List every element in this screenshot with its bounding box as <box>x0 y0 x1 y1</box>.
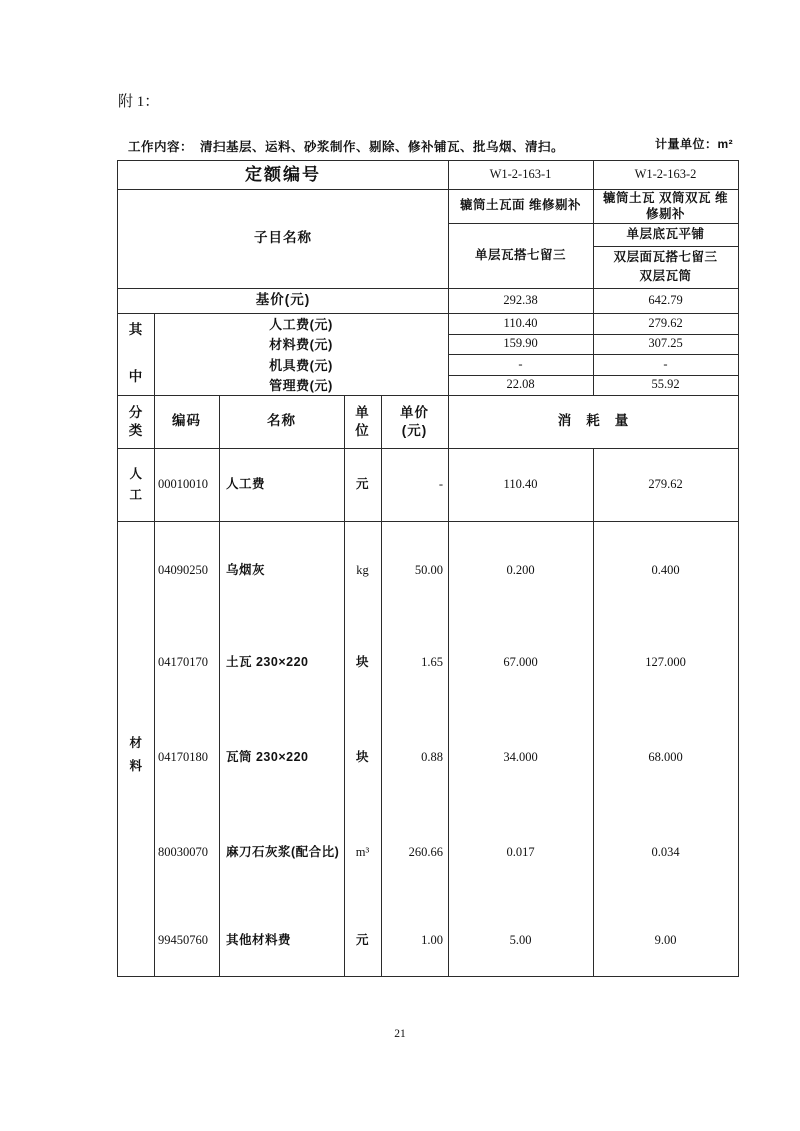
category-labor-char2: 工 <box>129 487 143 502</box>
material-consumption-1: 67.000 <box>503 655 538 670</box>
material-consumption-1: 0.200 <box>506 563 535 578</box>
fee-value: 22.08 <box>506 377 535 392</box>
fee-value: - <box>518 356 523 371</box>
grid-line <box>118 521 738 522</box>
measure-unit-value: m² <box>717 137 734 151</box>
labor-price: - <box>438 476 443 491</box>
material-consumption-2: 0.400 <box>651 563 680 578</box>
material-code: 80030070 <box>158 845 208 860</box>
material-consumption-2: 9.00 <box>654 933 677 948</box>
material-name: 其他材料费 <box>226 933 292 948</box>
fee-value: 55.92 <box>651 377 680 392</box>
fee-value: - <box>663 356 668 371</box>
base-price-label: 基价(元) <box>255 292 311 308</box>
attachment-label: 附 1： <box>118 94 160 110</box>
among-char-top: 其 <box>128 322 144 337</box>
quota-number-header: 定额编号 <box>245 165 321 185</box>
material-consumption-2: 127.000 <box>645 655 686 670</box>
material-code: 04090250 <box>158 563 208 578</box>
measure-unit-label <box>655 135 733 152</box>
material-price: 260.66 <box>408 845 443 860</box>
material-code: 04170170 <box>158 655 208 670</box>
header-category-char1: 分 <box>128 404 144 420</box>
fee-label-material: 材料费(元) <box>269 337 333 353</box>
fee-label-labor: 人工费(元) <box>269 316 333 332</box>
labor-unit: 元 <box>355 476 369 491</box>
fee-labels <box>154 313 448 395</box>
header-code: 编码 <box>172 413 201 429</box>
material-price: 1.65 <box>421 655 443 670</box>
material-price: 1.00 <box>421 933 443 948</box>
header-category-char2: 类 <box>128 422 144 438</box>
material-consumption-1: 34.000 <box>503 750 538 765</box>
header-consumption: 消耗量 <box>557 413 644 429</box>
material-name: 乌烟灰 <box>226 563 266 578</box>
base-price-1: 292.38 <box>503 292 538 307</box>
header-unit-char1: 单 <box>355 404 370 420</box>
category-material-char2: 料 <box>129 758 143 773</box>
labor-consumption-1: 110.40 <box>503 476 538 491</box>
material-price: 0.88 <box>421 750 443 765</box>
header-unit-price-line1: 单价 <box>400 404 429 420</box>
base-price-2: 642.79 <box>648 292 683 307</box>
among-char-bottom: 中 <box>128 369 144 385</box>
item-name-2-bottom-line1: 双层面瓦搭七留三 <box>613 250 718 264</box>
fee-value: 110.40 <box>503 315 538 330</box>
material-unit: 元 <box>355 933 369 948</box>
material-unit: m³ <box>355 845 370 860</box>
category-material <box>118 521 154 976</box>
work-content-label: 工作内容： <box>128 140 194 154</box>
item-name-2-top: 辘筒土瓦 双筒双瓦 维修剔补 <box>603 191 728 221</box>
header-name: 名称 <box>267 413 296 429</box>
fee-label-machine: 机具费(元) <box>269 357 333 373</box>
fee-value: 279.62 <box>648 315 683 330</box>
quota-table <box>117 160 739 977</box>
material-name: 麻刀石灰浆(配合比) <box>226 845 340 860</box>
grid-line <box>593 448 594 976</box>
header-category <box>118 395 154 448</box>
measure-unit-caption: 计量单位： <box>655 137 718 151</box>
item-name-1-top: 辘筒土瓦面 维修剔补 <box>460 198 581 213</box>
item-name-2-bottom <box>593 246 738 288</box>
material-consumption-1: 0.017 <box>506 845 535 860</box>
fee-label-manage: 管理费(元) <box>269 378 333 394</box>
work-content-text: 清扫基层、运料、砂浆制作、剔除、修补铺瓦、批乌烟、清扫。 <box>200 140 565 154</box>
item-name-2-bottom-line2: 双层瓦筒 <box>639 269 692 283</box>
category-labor <box>118 448 154 521</box>
item-name-header: 子目名称 <box>254 230 312 246</box>
header-unit-char2: 位 <box>355 422 370 438</box>
material-unit: 块 <box>355 655 369 670</box>
category-material-char1: 材 <box>129 735 143 750</box>
material-consumption-2: 0.034 <box>651 845 680 860</box>
material-unit: kg <box>356 563 369 578</box>
labor-code: 00010010 <box>158 476 208 491</box>
material-consumption-2: 68.000 <box>648 750 683 765</box>
material-name: 瓦筒 230×220 <box>226 750 309 765</box>
fee-value: 159.90 <box>503 336 538 351</box>
item-name-1-main: 单层瓦搭七留三 <box>474 247 566 262</box>
material-name: 土瓦 230×220 <box>226 655 309 670</box>
item-name-2-mid: 单层底瓦平铺 <box>626 226 705 241</box>
labor-name: 人工费 <box>226 476 266 491</box>
page-number: 21 <box>394 1028 406 1040</box>
material-unit: 块 <box>355 750 369 765</box>
header-unit-price-line2: (元) <box>401 422 428 438</box>
material-price: 50.00 <box>414 563 443 578</box>
quota-code-2: W1-2-163-2 <box>634 167 697 182</box>
material-consumption-1: 5.00 <box>509 933 532 948</box>
category-labor-char1: 人 <box>129 466 143 481</box>
material-code: 99450760 <box>158 933 208 948</box>
fee-value: 307.25 <box>648 336 683 351</box>
header-unit-price <box>381 395 448 448</box>
among-label <box>118 313 154 395</box>
labor-consumption-2: 279.62 <box>648 476 683 491</box>
header-unit <box>344 395 381 448</box>
material-code: 04170180 <box>158 750 208 765</box>
quota-code-1: W1-2-163-1 <box>489 167 552 182</box>
